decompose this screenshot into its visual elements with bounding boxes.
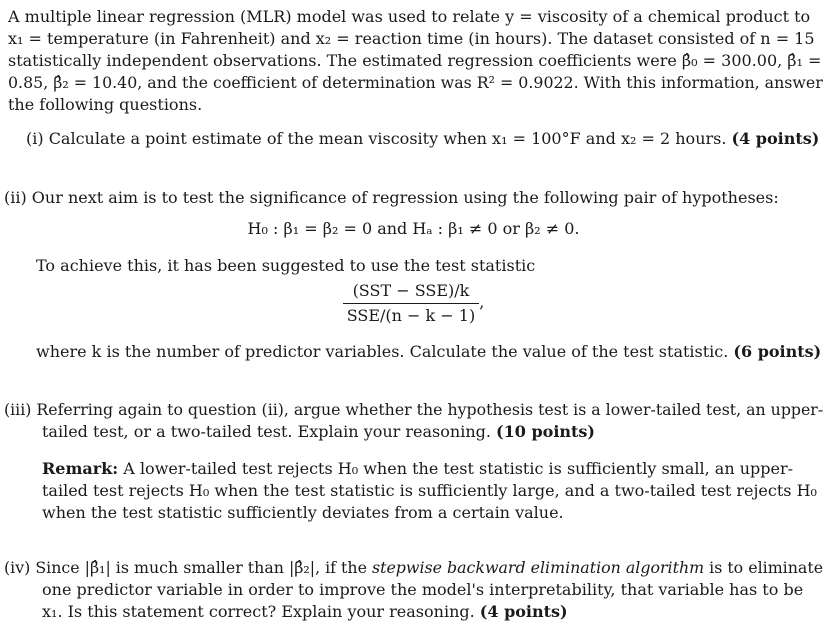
question-4-line-3-text: x₁. Is this statement correct? Explain your reasoning. <box>42 602 475 621</box>
question-2-line-1: (ii) Our next aim is to test the significance of regression using the following pair of hypotheses: <box>4 188 779 207</box>
question-4-line-2: one predictor variable in order to improve the model's interpretability, that variable has to be <box>42 580 804 599</box>
question-2-line-2: To achieve this, it has been suggested to use the test statistic <box>36 256 536 275</box>
question-1-text: (i) Calculate a point estimate of the mean viscosity when x₁ = 100°F and x₂ = 2 hours. <box>26 129 727 148</box>
remark-line-3: when the test statistic sufficiently deviates from a certain value. <box>42 503 564 522</box>
remark-label: Remark: <box>42 459 119 478</box>
intro-line-2: x₁ = temperature (in Fahrenheit) and x₂ = reaction time (in hours). The dataset consisted of n = 15 <box>8 29 815 48</box>
question-4-points: (4 points) <box>479 602 568 621</box>
question-3-points: (10 points) <box>496 422 595 441</box>
question-1-points: (4 points) <box>731 129 820 148</box>
fraction-numerator: (SST − SSE)/k <box>343 280 480 304</box>
question-3-line-2-text: tailed test, or a two-tailed test. Explain your reasoning. <box>42 422 491 441</box>
fraction-suffix: , <box>479 292 485 312</box>
question-4-line-1-c: is to eliminate <box>709 558 824 577</box>
intro-line-1: A multiple linear regression (MLR) model was used to relate y = viscosity of a chemical product to <box>8 7 811 26</box>
question-2-line-3-text: where k is the number of predictor variables. Calculate the value of the test statistic. <box>36 342 729 361</box>
question-4-line-1 <box>4 557 823 579</box>
remark-line-1 <box>42 458 793 480</box>
question-3-line-1: (iii) Referring again to question (ii), argue whether the hypothesis test is a lower-tailed test, an upper- <box>4 400 824 419</box>
test-statistic-fraction <box>343 280 480 326</box>
test-statistic-formula <box>0 280 827 326</box>
question-4-line-1-b: stepwise backward elimination algorithm <box>371 558 705 577</box>
question-3-line-2 <box>42 421 595 443</box>
question-2-hypotheses: H₀ : β₁ = β₂ = 0 and Hₐ : β₁ ≠ 0 or β₂ ≠ 0. <box>247 219 580 238</box>
fraction-denominator: SSE/(n − k − 1) <box>346 305 476 325</box>
intro-line-5: the following questions. <box>8 95 203 114</box>
intro-line-4: 0.85, β̂₂ = 10.40, and the coefficient of determination was R² = 0.9022. With this information, answer <box>8 73 823 92</box>
intro-line-3: statistically independent observations. The estimated regression coefficients were β̂₀ = 300.00, β̂₁ = <box>8 51 822 70</box>
question-2-points: (6 points) <box>733 342 822 361</box>
question-4-line-1-a: (iv) Since |β̂₁| is much smaller than |β̂₂|, if the <box>4 558 367 577</box>
remark-line-1-text: A lower-tailed test rejects H₀ when the test statistic is sufficiently small, an upper- <box>123 459 794 478</box>
remark-line-2: tailed test rejects H₀ when the test statistic is sufficiently large, and a two-tailed test rejects H₀ <box>42 481 817 500</box>
question-4-line-3 <box>42 601 568 623</box>
question-1 <box>26 128 819 150</box>
question-2-line-3 <box>36 341 821 363</box>
